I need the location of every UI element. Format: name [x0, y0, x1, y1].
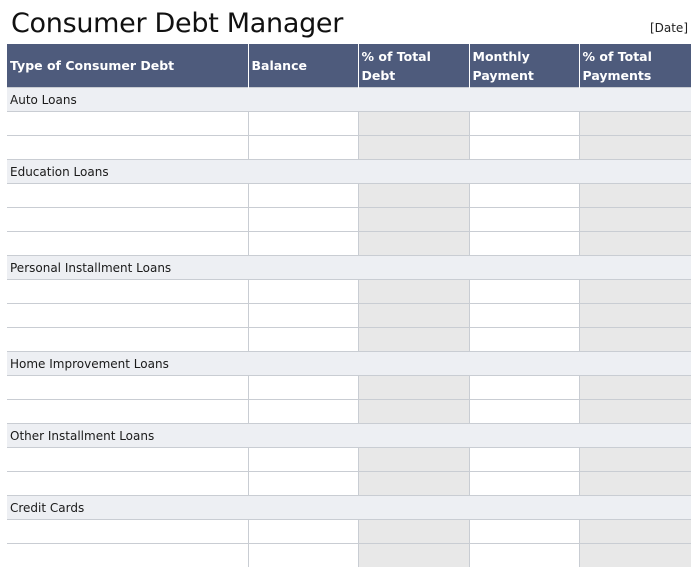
- column-header-debt-type: Type of Consumer Debt: [7, 44, 248, 88]
- debt-type-cell[interactable]: [7, 448, 248, 472]
- percent-debt-cell: [358, 280, 469, 304]
- percent-payments-cell: [579, 328, 691, 352]
- section-label: Credit Cards: [7, 496, 691, 520]
- balance-cell[interactable]: [248, 448, 358, 472]
- debt-type-cell[interactable]: [7, 400, 248, 424]
- monthly-payment-cell[interactable]: [469, 376, 579, 400]
- percent-debt-cell: [358, 136, 469, 160]
- percent-debt-cell: [358, 472, 469, 496]
- section-label: Education Loans: [7, 160, 691, 184]
- debt-type-cell[interactable]: [7, 232, 248, 256]
- table-row: [7, 208, 691, 232]
- balance-cell[interactable]: [248, 472, 358, 496]
- debt-type-cell[interactable]: [7, 544, 248, 568]
- table-row: [7, 520, 691, 544]
- percent-debt-cell: [358, 544, 469, 568]
- table-row: [7, 112, 691, 136]
- balance-cell[interactable]: [248, 544, 358, 568]
- balance-cell[interactable]: [248, 328, 358, 352]
- section-label: Auto Loans: [7, 88, 691, 112]
- percent-payments-cell: [579, 520, 691, 544]
- debt-type-cell[interactable]: [7, 304, 248, 328]
- section-label: Personal Installment Loans: [7, 256, 691, 280]
- monthly-payment-cell[interactable]: [469, 184, 579, 208]
- balance-cell[interactable]: [248, 208, 358, 232]
- table-row: [7, 184, 691, 208]
- section-header-row: [7, 496, 691, 520]
- monthly-payment-cell[interactable]: [469, 304, 579, 328]
- debt-type-cell[interactable]: [7, 472, 248, 496]
- monthly-payment-cell[interactable]: [469, 136, 579, 160]
- table-row: [7, 376, 691, 400]
- column-header-monthly-payment: Monthly Payment: [469, 44, 579, 88]
- table-row: [7, 304, 691, 328]
- percent-payments-cell: [579, 472, 691, 496]
- debt-type-cell[interactable]: [7, 112, 248, 136]
- section-label: Home Improvement Loans: [7, 352, 691, 376]
- balance-cell[interactable]: [248, 376, 358, 400]
- debt-type-cell[interactable]: [7, 208, 248, 232]
- percent-payments-cell: [579, 400, 691, 424]
- balance-cell[interactable]: [248, 400, 358, 424]
- percent-debt-cell: [358, 448, 469, 472]
- section-header-row: [7, 160, 691, 184]
- debt-type-cell[interactable]: [7, 136, 248, 160]
- table-row: [7, 328, 691, 352]
- debt-type-cell[interactable]: [7, 184, 248, 208]
- table-row: [7, 280, 691, 304]
- section-label: Other Installment Loans: [7, 424, 691, 448]
- percent-debt-cell: [358, 400, 469, 424]
- percent-debt-cell: [358, 520, 469, 544]
- percent-payments-cell: [579, 304, 691, 328]
- column-header-balance: Balance: [248, 44, 358, 88]
- debt-table: [7, 44, 691, 567]
- table-row: [7, 136, 691, 160]
- percent-payments-cell: [579, 136, 691, 160]
- debt-type-cell[interactable]: [7, 280, 248, 304]
- section-header-row: [7, 352, 691, 376]
- monthly-payment-cell[interactable]: [469, 400, 579, 424]
- table-row: [7, 448, 691, 472]
- percent-debt-cell: [358, 112, 469, 136]
- percent-debt-cell: [358, 184, 469, 208]
- percent-debt-cell: [358, 208, 469, 232]
- percent-payments-cell: [579, 448, 691, 472]
- balance-cell[interactable]: [248, 520, 358, 544]
- monthly-payment-cell[interactable]: [469, 448, 579, 472]
- monthly-payment-cell[interactable]: [469, 112, 579, 136]
- percent-payments-cell: [579, 112, 691, 136]
- balance-cell[interactable]: [248, 184, 358, 208]
- debt-type-cell[interactable]: [7, 328, 248, 352]
- monthly-payment-cell[interactable]: [469, 232, 579, 256]
- table-row: [7, 400, 691, 424]
- table-row: [7, 472, 691, 496]
- balance-cell[interactable]: [248, 232, 358, 256]
- monthly-payment-cell[interactable]: [469, 280, 579, 304]
- balance-cell[interactable]: [248, 112, 358, 136]
- monthly-payment-cell[interactable]: [469, 472, 579, 496]
- header-row: [7, 44, 691, 88]
- section-header-row: [7, 88, 691, 112]
- table-row: [7, 544, 691, 568]
- percent-payments-cell: [579, 544, 691, 568]
- balance-cell[interactable]: [248, 136, 358, 160]
- page-title: Consumer Debt Manager: [11, 8, 344, 39]
- percent-debt-cell: [358, 304, 469, 328]
- debt-type-cell[interactable]: [7, 376, 248, 400]
- percent-payments-cell: [579, 232, 691, 256]
- percent-debt-cell: [358, 232, 469, 256]
- table-body: [7, 88, 691, 568]
- percent-payments-cell: [579, 280, 691, 304]
- date-field[interactable]: [Date]: [649, 21, 688, 35]
- percent-debt-cell: [358, 376, 469, 400]
- debt-type-cell[interactable]: [7, 520, 248, 544]
- monthly-payment-cell[interactable]: [469, 208, 579, 232]
- section-header-row: [7, 256, 691, 280]
- monthly-payment-cell[interactable]: [469, 520, 579, 544]
- percent-payments-cell: [579, 208, 691, 232]
- section-header-row: [7, 424, 691, 448]
- table-row: [7, 232, 691, 256]
- monthly-payment-cell[interactable]: [469, 328, 579, 352]
- balance-cell[interactable]: [248, 280, 358, 304]
- percent-payments-cell: [579, 376, 691, 400]
- column-header-percent-debt: % of Total Debt: [358, 44, 469, 88]
- percent-debt-cell: [358, 328, 469, 352]
- percent-payments-cell: [579, 184, 691, 208]
- column-header-percent-payments: % of Total Payments: [579, 44, 691, 88]
- balance-cell[interactable]: [248, 304, 358, 328]
- monthly-payment-cell[interactable]: [469, 544, 579, 568]
